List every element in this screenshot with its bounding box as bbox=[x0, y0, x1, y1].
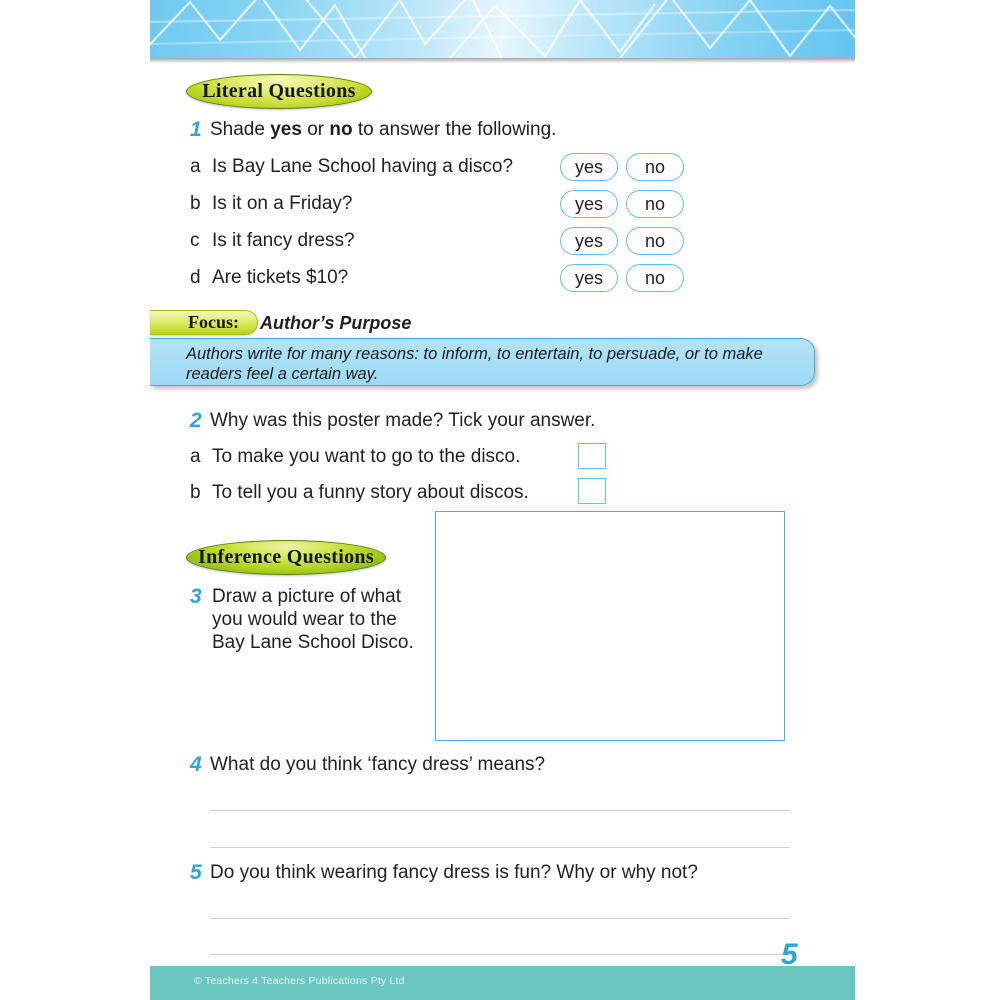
q1-prompt-after: to answer the following. bbox=[352, 119, 557, 140]
question-2b-text: To tell you a funny story about discos. bbox=[212, 482, 529, 503]
q1-prompt-yes: yes bbox=[270, 119, 302, 140]
question-4-prompt: What do you think ‘fancy dress’ means? bbox=[210, 754, 546, 775]
question-1b-no-option[interactable]: no bbox=[626, 190, 684, 218]
question-4-answer-line-2[interactable] bbox=[210, 847, 790, 848]
question-2b-letter: b bbox=[190, 482, 201, 503]
q1-prompt-before: Shade bbox=[210, 119, 271, 140]
question-2b-checkbox[interactable] bbox=[578, 478, 606, 504]
question-2a-letter: a bbox=[190, 446, 201, 467]
question-1-prompt bbox=[210, 119, 556, 141]
focus-tab-label: Focus: bbox=[188, 312, 239, 332]
question-4-number: 4 bbox=[190, 753, 202, 776]
question-2a-checkbox[interactable] bbox=[578, 443, 606, 469]
question-1d-letter: d bbox=[190, 267, 201, 288]
question-5-prompt: Do you think wearing fancy dress is fun? Why or why not? bbox=[210, 862, 698, 883]
focus-topic-label: Author’s Purpose bbox=[260, 313, 412, 333]
question-3-prompt: Draw a picture of what you would wear to the Bay Lane School Disco. bbox=[212, 586, 414, 653]
question-1c-no-option[interactable]: no bbox=[626, 227, 684, 255]
question-3-drawing-area[interactable] bbox=[435, 511, 785, 741]
question-1c-letter: c bbox=[190, 230, 200, 251]
question-2-prompt: Why was this poster made? Tick your answer. bbox=[210, 410, 596, 431]
header-banner bbox=[150, 0, 855, 58]
question-1b-letter: b bbox=[190, 193, 201, 214]
banner-shadow bbox=[150, 58, 855, 63]
question-1b-text: Is it on a Friday? bbox=[212, 193, 353, 214]
focus-body-text: Authors write for many reasons: to inform, to entertain, to persuade, or to make readers feel a certain way. bbox=[186, 345, 763, 383]
question-1a-yes-option[interactable]: yes bbox=[560, 153, 618, 181]
question-1c-yes-option[interactable]: yes bbox=[560, 227, 618, 255]
question-1d-text: Are tickets $10? bbox=[212, 267, 349, 288]
question-1a-text: Is Bay Lane School having a disco? bbox=[212, 156, 514, 177]
question-1c-text: Is it fancy dress? bbox=[212, 230, 355, 251]
question-5-answer-line-2[interactable] bbox=[210, 954, 790, 955]
question-1a-letter: a bbox=[190, 156, 201, 177]
question-1b-yes-option[interactable]: yes bbox=[560, 190, 618, 218]
question-1d-yes-option[interactable]: yes bbox=[560, 264, 618, 292]
question-3-number: 3 bbox=[190, 585, 202, 608]
banner-pattern-icon bbox=[150, 0, 855, 58]
q1-prompt-no: no bbox=[329, 119, 353, 140]
section-badge-inference-questions: Inference Questions bbox=[186, 540, 386, 575]
question-1-number: 1 bbox=[190, 118, 202, 141]
question-1a-no-option[interactable]: no bbox=[626, 153, 684, 181]
question-1d-no-option[interactable]: no bbox=[626, 264, 684, 292]
question-2a-text: To make you want to go to the disco. bbox=[212, 446, 521, 467]
question-4-answer-line-1[interactable] bbox=[210, 810, 790, 811]
footer-copyright: © Teachers 4 Teachers Publications Pty Ltd bbox=[194, 975, 405, 987]
q1-prompt-mid: or bbox=[301, 119, 330, 140]
question-5-number: 5 bbox=[190, 861, 202, 884]
page-number: 5 bbox=[781, 938, 798, 971]
question-5-answer-line-1[interactable] bbox=[210, 918, 790, 919]
section-badge-literal-questions: Literal Questions bbox=[186, 74, 372, 109]
question-2-number: 2 bbox=[190, 409, 202, 432]
